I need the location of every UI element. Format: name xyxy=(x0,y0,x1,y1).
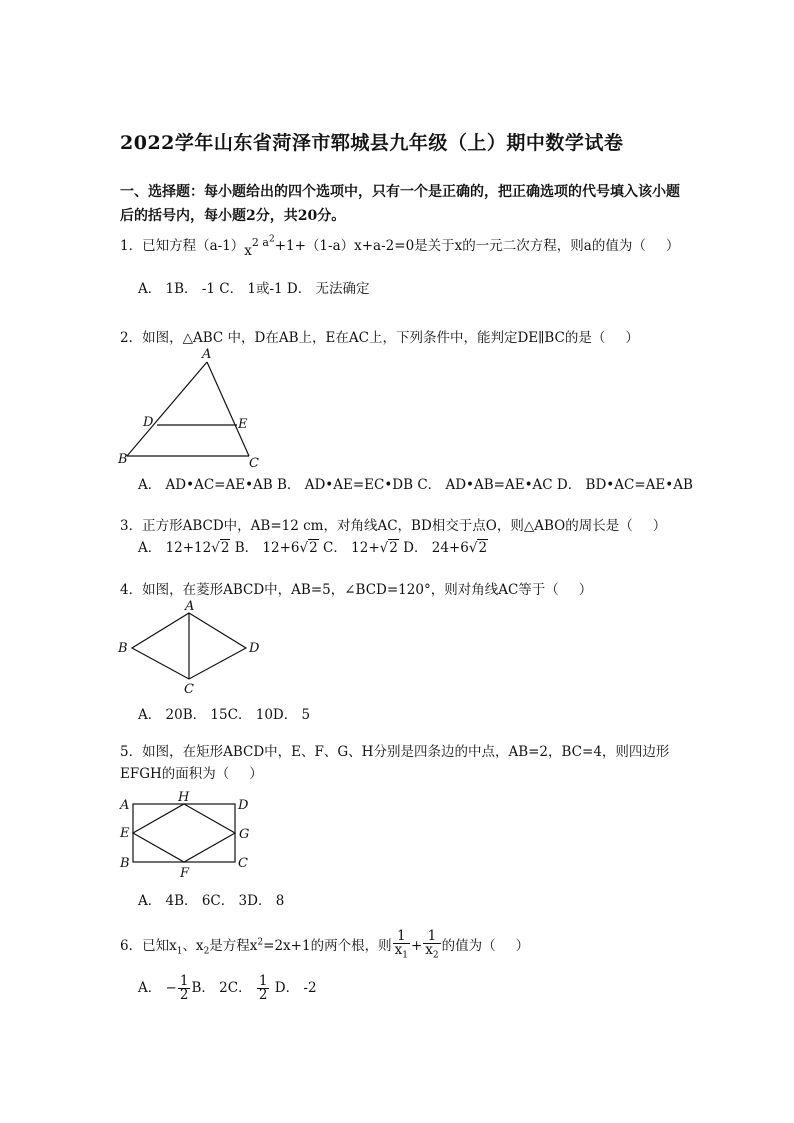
question-3: 3．正方形ABCD中，AB=12 cm，对角线AC，BD相交于点O，则△ABO的周长是（ ） xyxy=(120,518,667,534)
section-heading: 一、选择题：每小题给出的四个选项中，只有一个是正确的，把正确选项的代号填入该小题后的括号内，每小题2分，共20分。 xyxy=(120,184,680,224)
triangle-figure xyxy=(115,345,275,470)
label-D: D xyxy=(249,641,260,656)
question-2: 2．如图，△ABC 中，D在AB上，E在AC上，下列条件中，能判定DE∥BC的是（ ） xyxy=(120,330,639,346)
label-C: C xyxy=(184,682,194,697)
page-title: 2022学年山东省菏泽市郓城县九年级（上）期中数学试卷 xyxy=(120,132,624,154)
label-A: A xyxy=(185,599,195,614)
label-D: D xyxy=(143,415,154,430)
label-B: B xyxy=(118,641,128,656)
label-C: C xyxy=(249,456,259,471)
label-B: B xyxy=(120,856,130,871)
question-2-options: A． AD•AC=AE•AB B． AD•AE=EC•DB C． AD•AB=AE•AC D． BD•AC=AE•AB xyxy=(138,477,693,493)
label-H: H xyxy=(178,790,190,805)
question-6: 6．已知$x_1$、$x_2$是方程$x^2=2x+1$的两个根，则 $\frac{1}{x_1}$ + $\frac{1}{x_2}$ 的值为（ ） xyxy=(120,928,530,961)
rhombus-figure xyxy=(115,598,275,698)
question-5: 5．如图，在矩形ABCD中，E、F、G、H分别是四条边的中点，AB=2，BC=4，则四边形EFGH的面积为（ ） xyxy=(120,744,670,782)
label-A: A xyxy=(120,798,130,813)
label-A: A xyxy=(202,347,212,362)
label-B: B xyxy=(118,452,128,467)
label-E: E xyxy=(238,417,248,432)
label-E: E xyxy=(120,826,130,841)
label-C: C xyxy=(238,856,248,871)
question-4: 4．如图，在菱形ABCD中，AB=5，∠BCD=120°，则对角线AC等于（ ） xyxy=(120,582,593,598)
question-1-options: A． 1B． -1 C． 1或-1 D． 无法确定 xyxy=(138,281,370,297)
question-3-options: A． 12+12√2 B． 12+6√2 C． 12+√2 D． 24+6√2 xyxy=(138,540,488,556)
rectangle-figure xyxy=(115,790,265,881)
fraction-1-over-x1: $\frac{1}{x_1}$ xyxy=(394,928,408,961)
fraction-1-over-x2: $\frac{1}{x_2}$ xyxy=(425,928,439,961)
fraction-half: $\frac{1}{2}$ xyxy=(258,973,268,1003)
label-F: F xyxy=(180,866,190,881)
question-4-options: A． 20B． 15C． 10D． 5 xyxy=(138,707,311,723)
question-6-options: A． − $\frac{1}{2}$ B． 2C． $\frac{1}{2}$ D． -2 xyxy=(138,973,317,1003)
label-D: D xyxy=(238,798,249,813)
fraction-half: $\frac{1}{2}$ xyxy=(179,973,189,1003)
label-G: G xyxy=(239,827,250,842)
question-5-options: A． 4B． 6C． 3D． 8 xyxy=(138,893,285,909)
question-1: 1．已知方程$(a-1)x^{2 a^2}+1+(1-a)x+a-2=0$是关于x的一元二次方程，则a的值为（ ） xyxy=(120,234,680,259)
